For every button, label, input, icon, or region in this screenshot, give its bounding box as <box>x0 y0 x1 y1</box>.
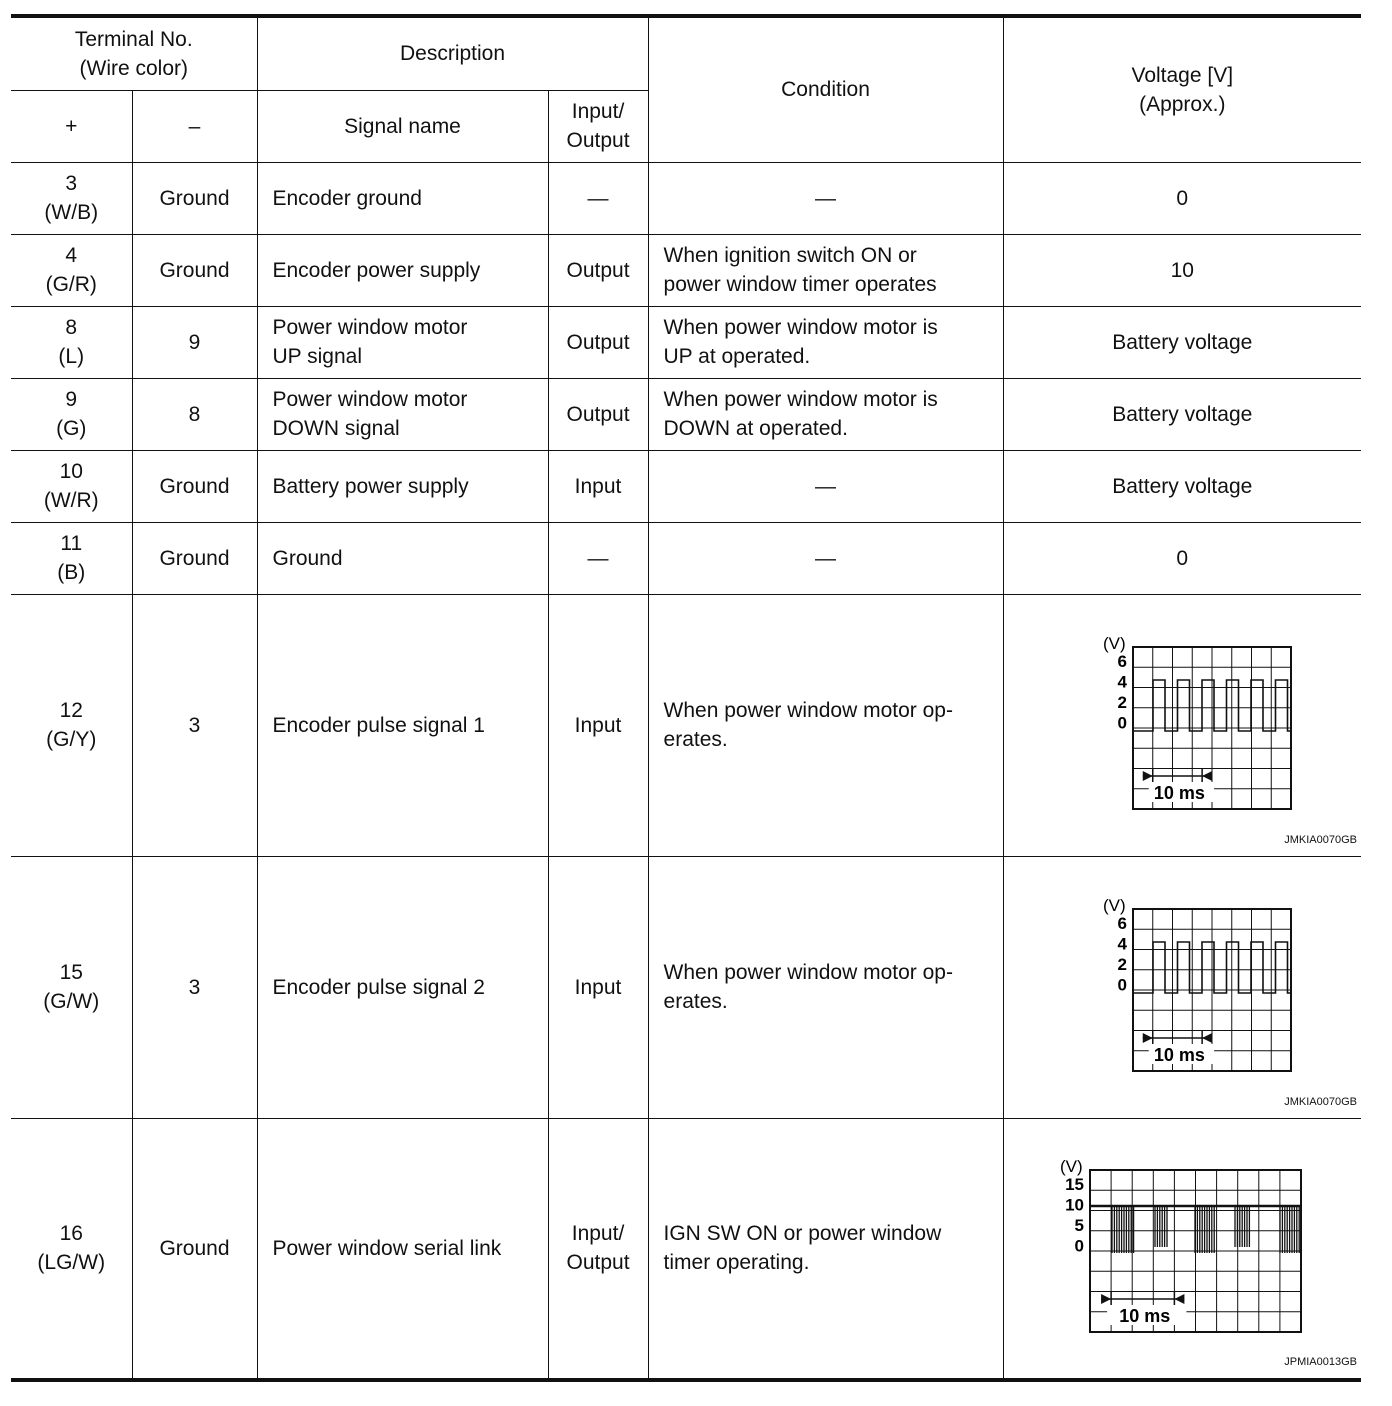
unit-label: (V) <box>1103 896 1126 915</box>
terminal-number: 8 <box>65 316 78 339</box>
voltage-cell <box>1003 1118 1361 1380</box>
text-line: Output <box>566 402 630 426</box>
text-line: Input <box>574 474 622 498</box>
terminal-cell <box>11 234 132 306</box>
io-cell <box>548 594 648 856</box>
signal-name-cell <box>257 522 548 594</box>
terminal-number: 3 <box>65 172 78 195</box>
condition-cell <box>648 522 1003 594</box>
text-line: power window timer operates <box>663 273 937 296</box>
io-cell <box>548 1118 648 1380</box>
table-row <box>11 522 1361 594</box>
table-body <box>11 162 1361 1380</box>
text-line: — <box>587 186 609 210</box>
text-line: Output <box>566 330 630 354</box>
terminal-cell <box>11 856 132 1118</box>
io-cell <box>548 856 648 1118</box>
text-line: — <box>587 546 609 570</box>
tick-label: 6 <box>1117 652 1128 671</box>
waveform-burst <box>1235 1206 1249 1247</box>
terminal-cell <box>11 306 132 378</box>
signal-name-cell <box>257 856 548 1118</box>
minus-terminal-cell: Ground <box>132 234 257 306</box>
io-cell <box>548 378 648 450</box>
terminal-no-header: Terminal No. (Wire color) <box>11 16 257 90</box>
tick-label: 2 <box>1117 693 1128 712</box>
text-line: Ground <box>272 546 343 570</box>
text-line: When power window motor is <box>663 316 938 339</box>
figure-reference: JMKIA0070GB <box>1284 833 1358 846</box>
text-line: When power window motor is <box>663 388 938 411</box>
io-cell <box>548 162 648 234</box>
figure-reference: JMKIA0070GB <box>1284 1095 1358 1108</box>
tick-label: 0 <box>1074 1236 1085 1256</box>
text-line: Battery power supply <box>272 474 469 498</box>
voltage-cell <box>1003 594 1361 856</box>
io-header: Input/ Output <box>548 90 648 162</box>
time-marker <box>1101 1292 1184 1306</box>
terminal-cell <box>11 378 132 450</box>
signal-name-cell <box>257 306 548 378</box>
condition-cell <box>648 1118 1003 1380</box>
wire-color: (G/Y) <box>46 728 97 751</box>
voltage-cell: 0 <box>1003 522 1361 594</box>
plus-header: + <box>11 90 132 162</box>
waveform-burst <box>1155 1206 1167 1247</box>
condition-cell <box>648 856 1003 1118</box>
terminal-number: 12 <box>59 699 83 722</box>
text-line: UP signal <box>272 345 362 368</box>
signal-name-cell <box>257 378 548 450</box>
voltage-cell: 0 <box>1003 162 1361 234</box>
minus-terminal-cell: 8 <box>132 378 257 450</box>
signal-name-cell <box>257 1118 548 1380</box>
text-line: Encoder pulse signal 2 <box>272 975 485 999</box>
wire-color: (L) <box>58 345 85 368</box>
unit-label: (V) <box>1103 634 1126 653</box>
minus-terminal-cell: 3 <box>132 856 257 1118</box>
text-line: Input <box>574 713 622 737</box>
time-scale-label: 10 ms <box>1154 1045 1206 1065</box>
tick-label: 0 <box>1117 713 1128 733</box>
terminal-number: 10 <box>59 460 83 483</box>
signal-name-header: Signal name <box>257 90 548 162</box>
condition-cell <box>648 378 1003 450</box>
table-row <box>11 162 1361 234</box>
terminal-cell <box>11 450 132 522</box>
minus-terminal-cell: Ground <box>132 1118 257 1380</box>
tick-label: 5 <box>1074 1216 1085 1236</box>
table-row <box>11 594 1361 856</box>
terminal-cell <box>11 522 132 594</box>
text-line: Power window motor <box>272 388 468 411</box>
signal-name-cell <box>257 594 548 856</box>
wire-color: (W/R) <box>43 489 99 512</box>
voltage-cell <box>1003 856 1361 1118</box>
tick-label: 0 <box>1117 975 1128 995</box>
text-line: DOWN at operated. <box>663 417 848 440</box>
io-cell <box>548 522 648 594</box>
tick-label: 10 <box>1065 1195 1085 1215</box>
condition-cell <box>648 162 1003 234</box>
waveform-burst <box>1280 1206 1299 1253</box>
text-line: erates. <box>663 990 728 1013</box>
condition-cell <box>648 234 1003 306</box>
table-row <box>11 856 1361 1118</box>
tick-label: 2 <box>1117 955 1128 974</box>
text-line: erates. <box>663 728 728 751</box>
text-line: Input/ <box>571 1222 625 1246</box>
voltage-cell: Battery voltage <box>1003 306 1361 378</box>
text-line: IGN SW ON or power window <box>663 1222 942 1246</box>
voltage-cell: Battery voltage <box>1003 378 1361 450</box>
text-line: — <box>815 546 837 570</box>
terminal-cell <box>11 594 132 856</box>
io-cell <box>548 450 648 522</box>
voltage-cell: 10 <box>1003 234 1361 306</box>
signal-name-cell <box>257 450 548 522</box>
time-scale-label: 10 ms <box>1119 1306 1171 1327</box>
description-header: Description <box>257 16 648 90</box>
wire-color: (G/W) <box>43 990 100 1013</box>
minus-header: – <box>132 90 257 162</box>
text-line: — <box>815 474 837 498</box>
tick-label: 4 <box>1117 934 1128 954</box>
table-row <box>11 378 1361 450</box>
text-line: DOWN signal <box>272 417 400 440</box>
time-marker <box>1143 1031 1212 1045</box>
condition-cell <box>648 450 1003 522</box>
text-line: Output <box>566 258 630 282</box>
voltage-cell: Battery voltage <box>1003 450 1361 522</box>
signal-name-cell <box>257 162 548 234</box>
text-line: Encoder pulse signal 1 <box>272 713 485 737</box>
wire-color: (G) <box>56 417 87 440</box>
condition-cell <box>648 306 1003 378</box>
text-line: When power window motor op- <box>663 961 953 984</box>
wire-color: (G/R) <box>45 273 97 296</box>
text-line: Power window motor <box>272 316 468 339</box>
io-cell <box>548 306 648 378</box>
text-line: Encoder power supply <box>272 258 481 282</box>
minus-terminal-cell: Ground <box>132 450 257 522</box>
time-scale-label: 10 ms <box>1154 783 1206 803</box>
tick-label: 15 <box>1065 1175 1085 1195</box>
wire-color: (B) <box>57 561 86 584</box>
terminal-cell <box>11 162 132 234</box>
text-line: UP at operated. <box>663 345 811 368</box>
terminal-number: 4 <box>65 244 78 267</box>
text-line: Power window serial link <box>272 1236 502 1260</box>
text-line: Encoder ground <box>272 186 422 210</box>
oscilloscope-graph <box>1068 633 1296 817</box>
oscilloscope-graph <box>1052 1156 1312 1340</box>
tick-label: 6 <box>1117 914 1128 933</box>
minus-terminal-cell: Ground <box>132 522 257 594</box>
tick-label: 4 <box>1117 672 1128 692</box>
table-row <box>11 450 1361 522</box>
figure-reference: JPMIA0013GB <box>1284 1356 1358 1368</box>
terminal-number: 15 <box>59 961 83 984</box>
table-row <box>11 234 1361 306</box>
condition-cell <box>648 594 1003 856</box>
voltage-header: Voltage [V] (Approx.) <box>1003 16 1361 162</box>
condition-header: Condition <box>648 16 1003 162</box>
minus-terminal-cell: 9 <box>132 306 257 378</box>
terminal-number: 9 <box>65 388 78 411</box>
wire-color: (W/B) <box>44 201 99 224</box>
wire-color: (LG/W) <box>37 1251 106 1275</box>
text-line: When ignition switch ON or <box>663 244 917 267</box>
minus-terminal-cell: Ground <box>132 162 257 234</box>
io-cell <box>548 234 648 306</box>
signal-name-cell <box>257 234 548 306</box>
terminal-number: 16 <box>59 1222 83 1246</box>
unit-label: (V) <box>1060 1157 1083 1177</box>
terminal-cell <box>11 1118 132 1380</box>
text-line: — <box>815 186 837 210</box>
oscilloscope-graph <box>1068 895 1296 1079</box>
text-line: Input <box>574 975 622 999</box>
terminal-number: 11 <box>60 532 83 555</box>
table-row <box>11 1118 1361 1380</box>
time-marker <box>1143 769 1212 783</box>
table-row <box>11 306 1361 378</box>
text-line: When power window motor op- <box>663 699 953 722</box>
terminal-spec-table <box>11 14 1361 1382</box>
minus-terminal-cell: 3 <box>132 594 257 856</box>
text-line: Output <box>566 1251 630 1275</box>
waveform-burst <box>1195 1206 1214 1253</box>
text-line: timer operating. <box>663 1251 810 1275</box>
waveform-burst <box>1112 1206 1134 1253</box>
